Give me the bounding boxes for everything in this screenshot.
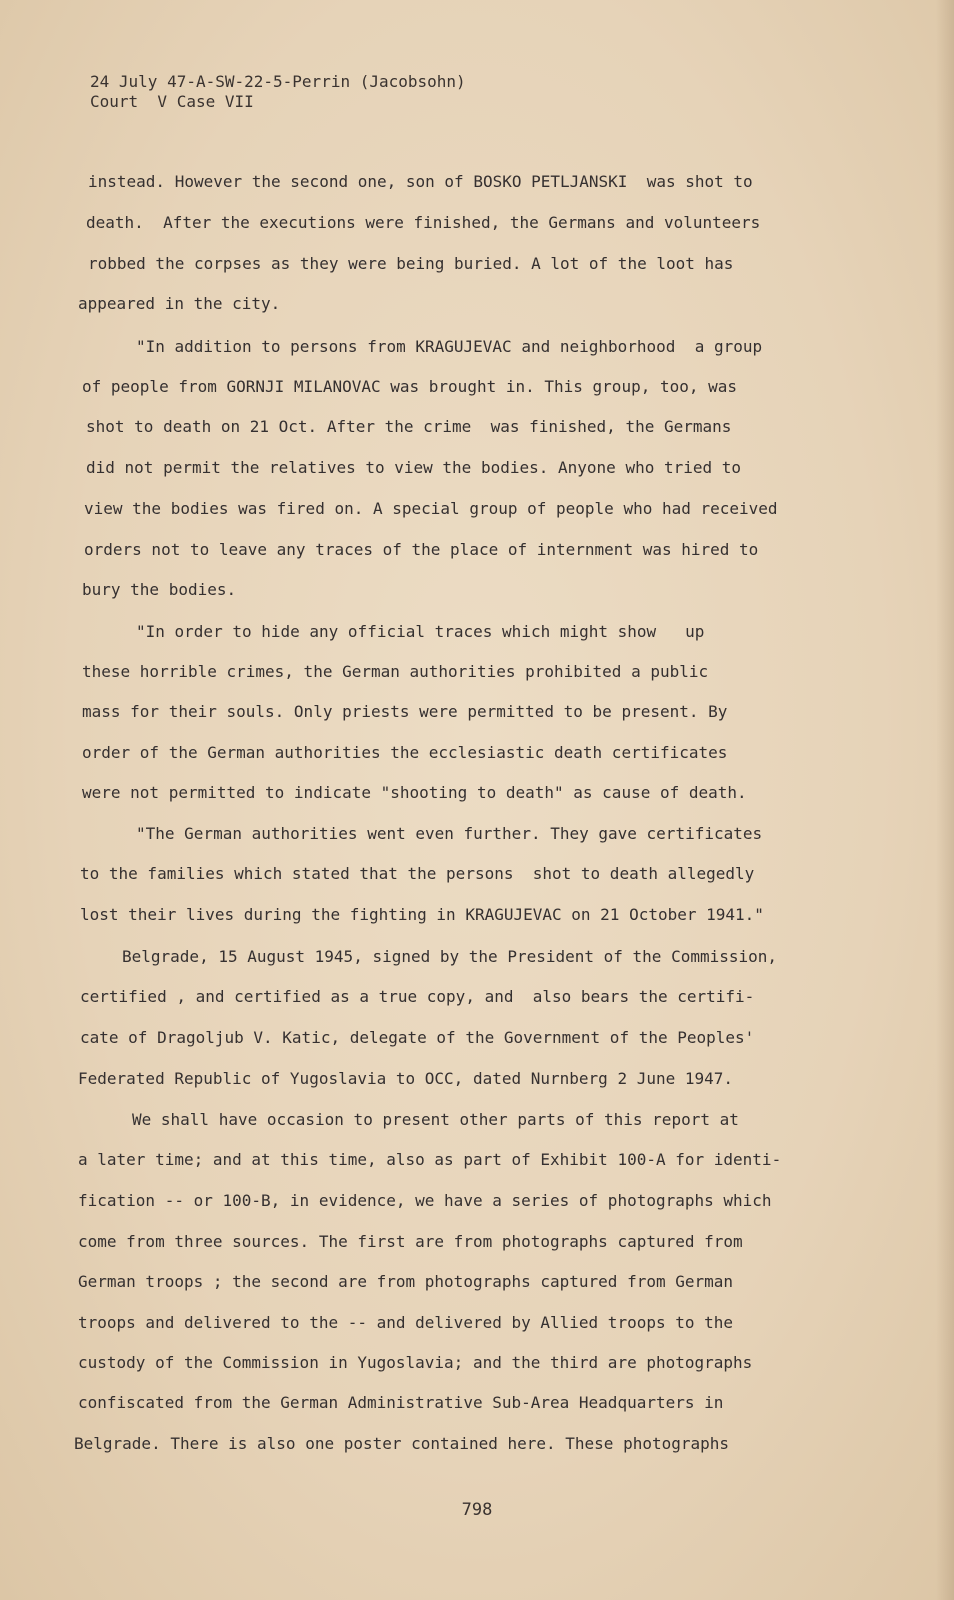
- document-header: [90, 72, 466, 112]
- text-line: "The German authorities went even further. They gave certificates: [136, 824, 763, 843]
- text-line: orders not to leave any traces of the place of internment was hired to: [84, 540, 759, 559]
- text-line: robbed the corpses as they were being buried. A lot of the loot has: [88, 254, 734, 273]
- text-line: custody of the Commission in Yugoslavia; and the third are photographs: [78, 1353, 753, 1372]
- text-line: cate of Dragoljub V. Katic, delegate of the Government of the Peoples': [80, 1028, 755, 1047]
- text-line: of people from GORNJI MILANOVAC was brought in. This group, too, was: [82, 377, 738, 396]
- text-line: We shall have occasion to present other parts of this report at: [132, 1110, 739, 1129]
- text-line: Belgrade, 15 August 1945, signed by the President of the Commission,: [122, 947, 778, 966]
- page-number: 798: [461, 1500, 493, 1520]
- text-line: mass for their souls. Only priests were permitted to be present. By: [82, 702, 728, 721]
- text-line: shot to death on 21 Oct. After the crime was finished, the Germans: [86, 417, 732, 436]
- text-line: certified , and certified as a true copy, and also bears the certifi-: [80, 987, 755, 1006]
- text-line: bury the bodies.: [82, 580, 237, 599]
- text-line: "In addition to persons from KRAGUJEVAC and neighborhood a group: [136, 337, 763, 356]
- text-line: instead. However the second one, son of BOSKO PETLJANSKI was shot to: [88, 172, 753, 191]
- text-line: lost their lives during the fighting in KRAGUJEVAC on 21 October 1941.": [80, 905, 764, 924]
- text-line: come from three sources. The first are from photographs captured from: [78, 1232, 743, 1251]
- text-line: "In order to hide any official traces which might show up: [136, 622, 705, 641]
- text-line: troops and delivered to the -- and delivered by Allied troops to the: [78, 1313, 734, 1332]
- text-line: fication -- or 100-B, in evidence, we have a series of photographs which: [78, 1191, 772, 1210]
- header-line-1: 24 July 47-A-SW-22-5-Perrin (Jacobsohn): [90, 72, 466, 91]
- text-line: a later time; and at this time, also as part of Exhibit 100-A for identi-: [78, 1150, 782, 1169]
- text-line: Belgrade. There is also one poster contained here. These photographs: [74, 1434, 730, 1453]
- text-line: German troops ; the second are from photographs captured from German: [78, 1272, 734, 1291]
- text-line: view the bodies was fired on. A special group of people who had received: [84, 499, 778, 518]
- page-edge-shadow: [936, 0, 954, 1600]
- text-line: order of the German authorities the ecclesiastic death certificates: [82, 743, 728, 762]
- text-line: did not permit the relatives to view the bodies. Anyone who tried to: [86, 458, 742, 477]
- header-line-2: Court V Case VII: [90, 92, 254, 111]
- text-line: confiscated from the German Administrative Sub-Area Headquarters in: [78, 1393, 724, 1412]
- text-line: appeared in the city.: [78, 294, 281, 313]
- text-line: these horrible crimes, the German authorities prohibited a public: [82, 662, 709, 681]
- text-line: to the families which stated that the persons shot to death allegedly: [80, 864, 755, 883]
- text-line: death. After the executions were finished, the Germans and volunteers: [86, 213, 761, 232]
- text-line: Federated Republic of Yugoslavia to OCC, dated Nurnberg 2 June 1947.: [78, 1069, 734, 1088]
- text-line: were not permitted to indicate "shooting to death" as cause of death.: [82, 783, 747, 802]
